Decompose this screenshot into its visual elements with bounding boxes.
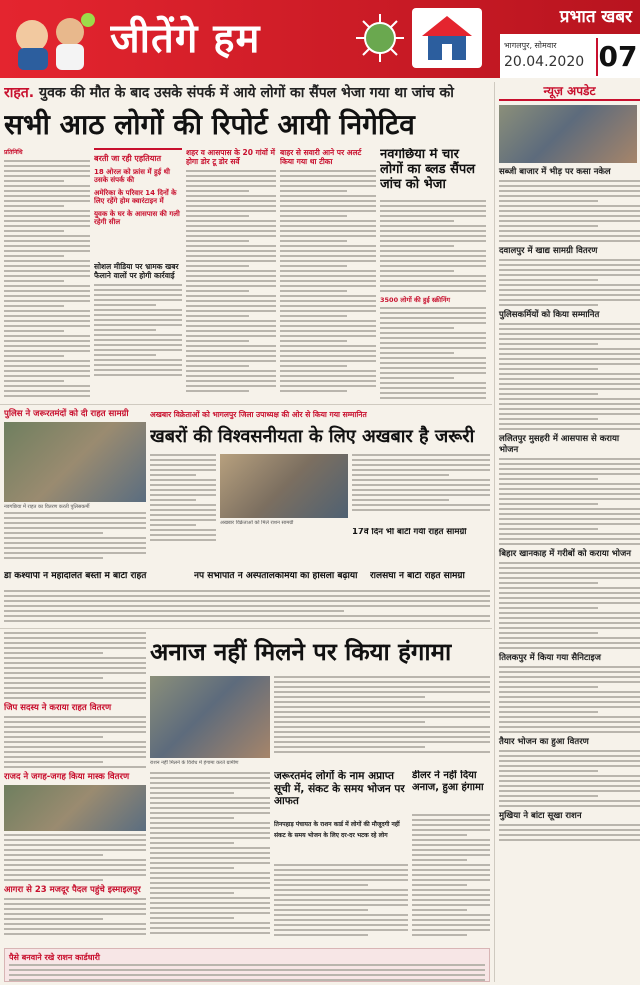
dealer-headline: डीलर ने नहीं दिया अनाज, हुआ हंगामा	[412, 770, 484, 793]
naugachia-headline: नवगछिया में चार लोगों का ब्लड सैंपल जांच को भेजा	[380, 148, 476, 192]
akhbar-body	[150, 454, 216, 546]
dateline-box	[500, 34, 640, 78]
akhbar-caption: अखबार विक्रेताओं को मिले राशन सामग्री	[220, 520, 294, 526]
news-item-title: मुखिया ने बांटा सूखा राशन	[499, 811, 582, 821]
news-item-title: बिहार खानकाह में गरीबों को कराया भोजन	[499, 549, 631, 559]
police-photo	[4, 422, 146, 502]
seventeen-day-headline: 17वें दिन भी बांटी गयी राहत सामग्री	[352, 528, 467, 537]
stay-home-icon	[412, 8, 482, 68]
police-caption: नवगछिया में राहत का वितरण करती पुलिसकर्मी	[4, 504, 90, 510]
jaruratmand-body-2	[274, 864, 408, 940]
precaution-title: बरती जा रही एहतियात	[94, 154, 162, 163]
jaruratmand-bullet: संकट के समय भोजन के लिए दर-दर भटक रहे लोग	[274, 832, 388, 839]
city-day: भागलपुर, सोमवार	[504, 41, 557, 50]
police-headline: पुलिस ने जरूरतमंदों को दी राहत सामग्री	[4, 409, 129, 419]
rajad-photo	[4, 785, 146, 831]
survey-story	[186, 148, 276, 400]
mid-body	[4, 590, 490, 626]
naugachia-story	[380, 200, 486, 400]
screening-subhead: 3500 लोगों की हुई स्क्रीनिंग	[380, 296, 451, 304]
campaign-title: जीतेंगे हम	[110, 16, 261, 62]
campaign-emblem-left	[8, 6, 100, 72]
left-col-stories	[4, 632, 146, 952]
rajad-headline: राजद ने जगह-जगह किया मास्क वितरण	[4, 772, 130, 782]
ralsayan-headline: रालसंघा ने बांटी राहत सामग्री	[370, 572, 465, 581]
strap-text: युवक की मौत के बाद उसके संपर्क में आये लोगों का सैंपल भेजा गया था जांच को	[38, 85, 454, 101]
bottom-strip	[4, 948, 490, 982]
masthead-banner	[0, 0, 640, 78]
akhbar-photo	[220, 454, 348, 518]
aagra-headline: आगरा से 23 मजदूर पैदल पहुंचे इस्माइलपुर	[4, 885, 141, 895]
precaution-bullet: 18 ओरल को फ्रांस में हुई थी उसके संपर्क की	[94, 168, 170, 185]
precaution-box	[94, 148, 182, 258]
dm-headline: डॉ कश्यापी ने महादलित बस्ती में बांटी राहत	[4, 572, 147, 581]
jila-headline: जिप सदस्य ने कराया राहत वितरण	[4, 703, 112, 713]
jaruratmand-bullets	[274, 820, 408, 860]
news-item-title: तैयार भोजन का हुआ वितरण	[499, 737, 589, 747]
bottom-strip-headline: पैसे बनवाने रखे राशन कार्डधारी	[9, 953, 100, 962]
news-item-title: दवालपुर में खाद्य सामग्री वितरण	[499, 246, 598, 256]
date-text: 20.04.2020	[504, 54, 585, 70]
body-text	[4, 160, 90, 397]
alert-story	[280, 148, 376, 400]
news-item-title: ललितपुर मुसहरी में आसपास से कराया भोजन	[499, 434, 620, 455]
news-update-column	[494, 82, 640, 982]
dealer-body	[412, 814, 490, 940]
anaj-headline: अनाज नहीं मिलने पर किया हंगामा	[150, 638, 452, 666]
anaj-caption: राशन नहीं मिलने के विरोध में हंगामा करते ग्रामीण	[150, 760, 239, 766]
main-headline: सभी आठ लोगों की रिपोर्ट आयी निगेटिव	[4, 108, 415, 141]
sabha-headline: नप सभापति ने अस्पतालकर्मियों का हौसला बढ़ाया	[194, 572, 358, 581]
strap-line	[4, 82, 484, 104]
precaution-bullet: युवक के घर के आसपास की गली रहेगी सील	[94, 209, 180, 226]
jaruratmand-headline: जरूरतमंद लोगों के नाम अप्राप्त सूची में, संकट के समय भोजन पर आफत	[274, 770, 405, 808]
social-title: सोशल मीडिया पर भ्रामक खबर फैलाने वालों पर होगी कार्रवाई	[94, 262, 179, 280]
virus-icon	[352, 10, 408, 66]
news-item-title: सब्जी बाजार में भीड़ पर कसा नकेल	[499, 167, 611, 177]
police-story	[4, 408, 146, 568]
jaruratmand-body	[150, 772, 270, 940]
main-story-col1	[4, 148, 90, 400]
anaj-photo	[150, 676, 270, 758]
news-item-title: पुलिसकर्मियों को किया सम्मानित	[499, 310, 600, 320]
anaj-body	[274, 676, 490, 756]
akhbar-kicker: अखबार विक्रेताओं को भागलपुर जिला उपाध्यक्ष की ओर से किया गया सम्मानित	[150, 410, 367, 419]
survey-headline: शहर व आसपास के 20 गांवों में होगा डोर टू डोर सर्वे	[186, 148, 275, 166]
alert-headline: बाहर से सवारी आने पर अलर्ट किया गया था टीका	[280, 148, 362, 166]
news-update-title: न्यूज़ अपडेट	[499, 82, 640, 101]
page-number: 07	[596, 38, 638, 76]
akhbar-headline: खबरों की विश्वसनीयता के लिए अखबार है जरूरी	[150, 426, 475, 447]
strap-lead: राहत.	[4, 85, 35, 101]
byline: प्रतिनिधि	[4, 149, 23, 156]
market-photo	[499, 105, 637, 163]
news-item-title: तिलकपुर में किया गया सैनिटाइज	[499, 653, 601, 663]
social-media-box	[94, 262, 182, 400]
precaution-bullet: अमेरिका के परिवार 14 दिनों के लिए रहेंगे होम क्वारंटाइन में	[94, 188, 177, 206]
jaruratmand-bullet: तिनपहाड़ पंचायत के राशन कार्ड में लोगों की मौजूदगी नहीं	[274, 821, 400, 828]
paper-name: प्रभात खबर	[559, 7, 632, 27]
akhbar-body-2	[352, 454, 490, 518]
